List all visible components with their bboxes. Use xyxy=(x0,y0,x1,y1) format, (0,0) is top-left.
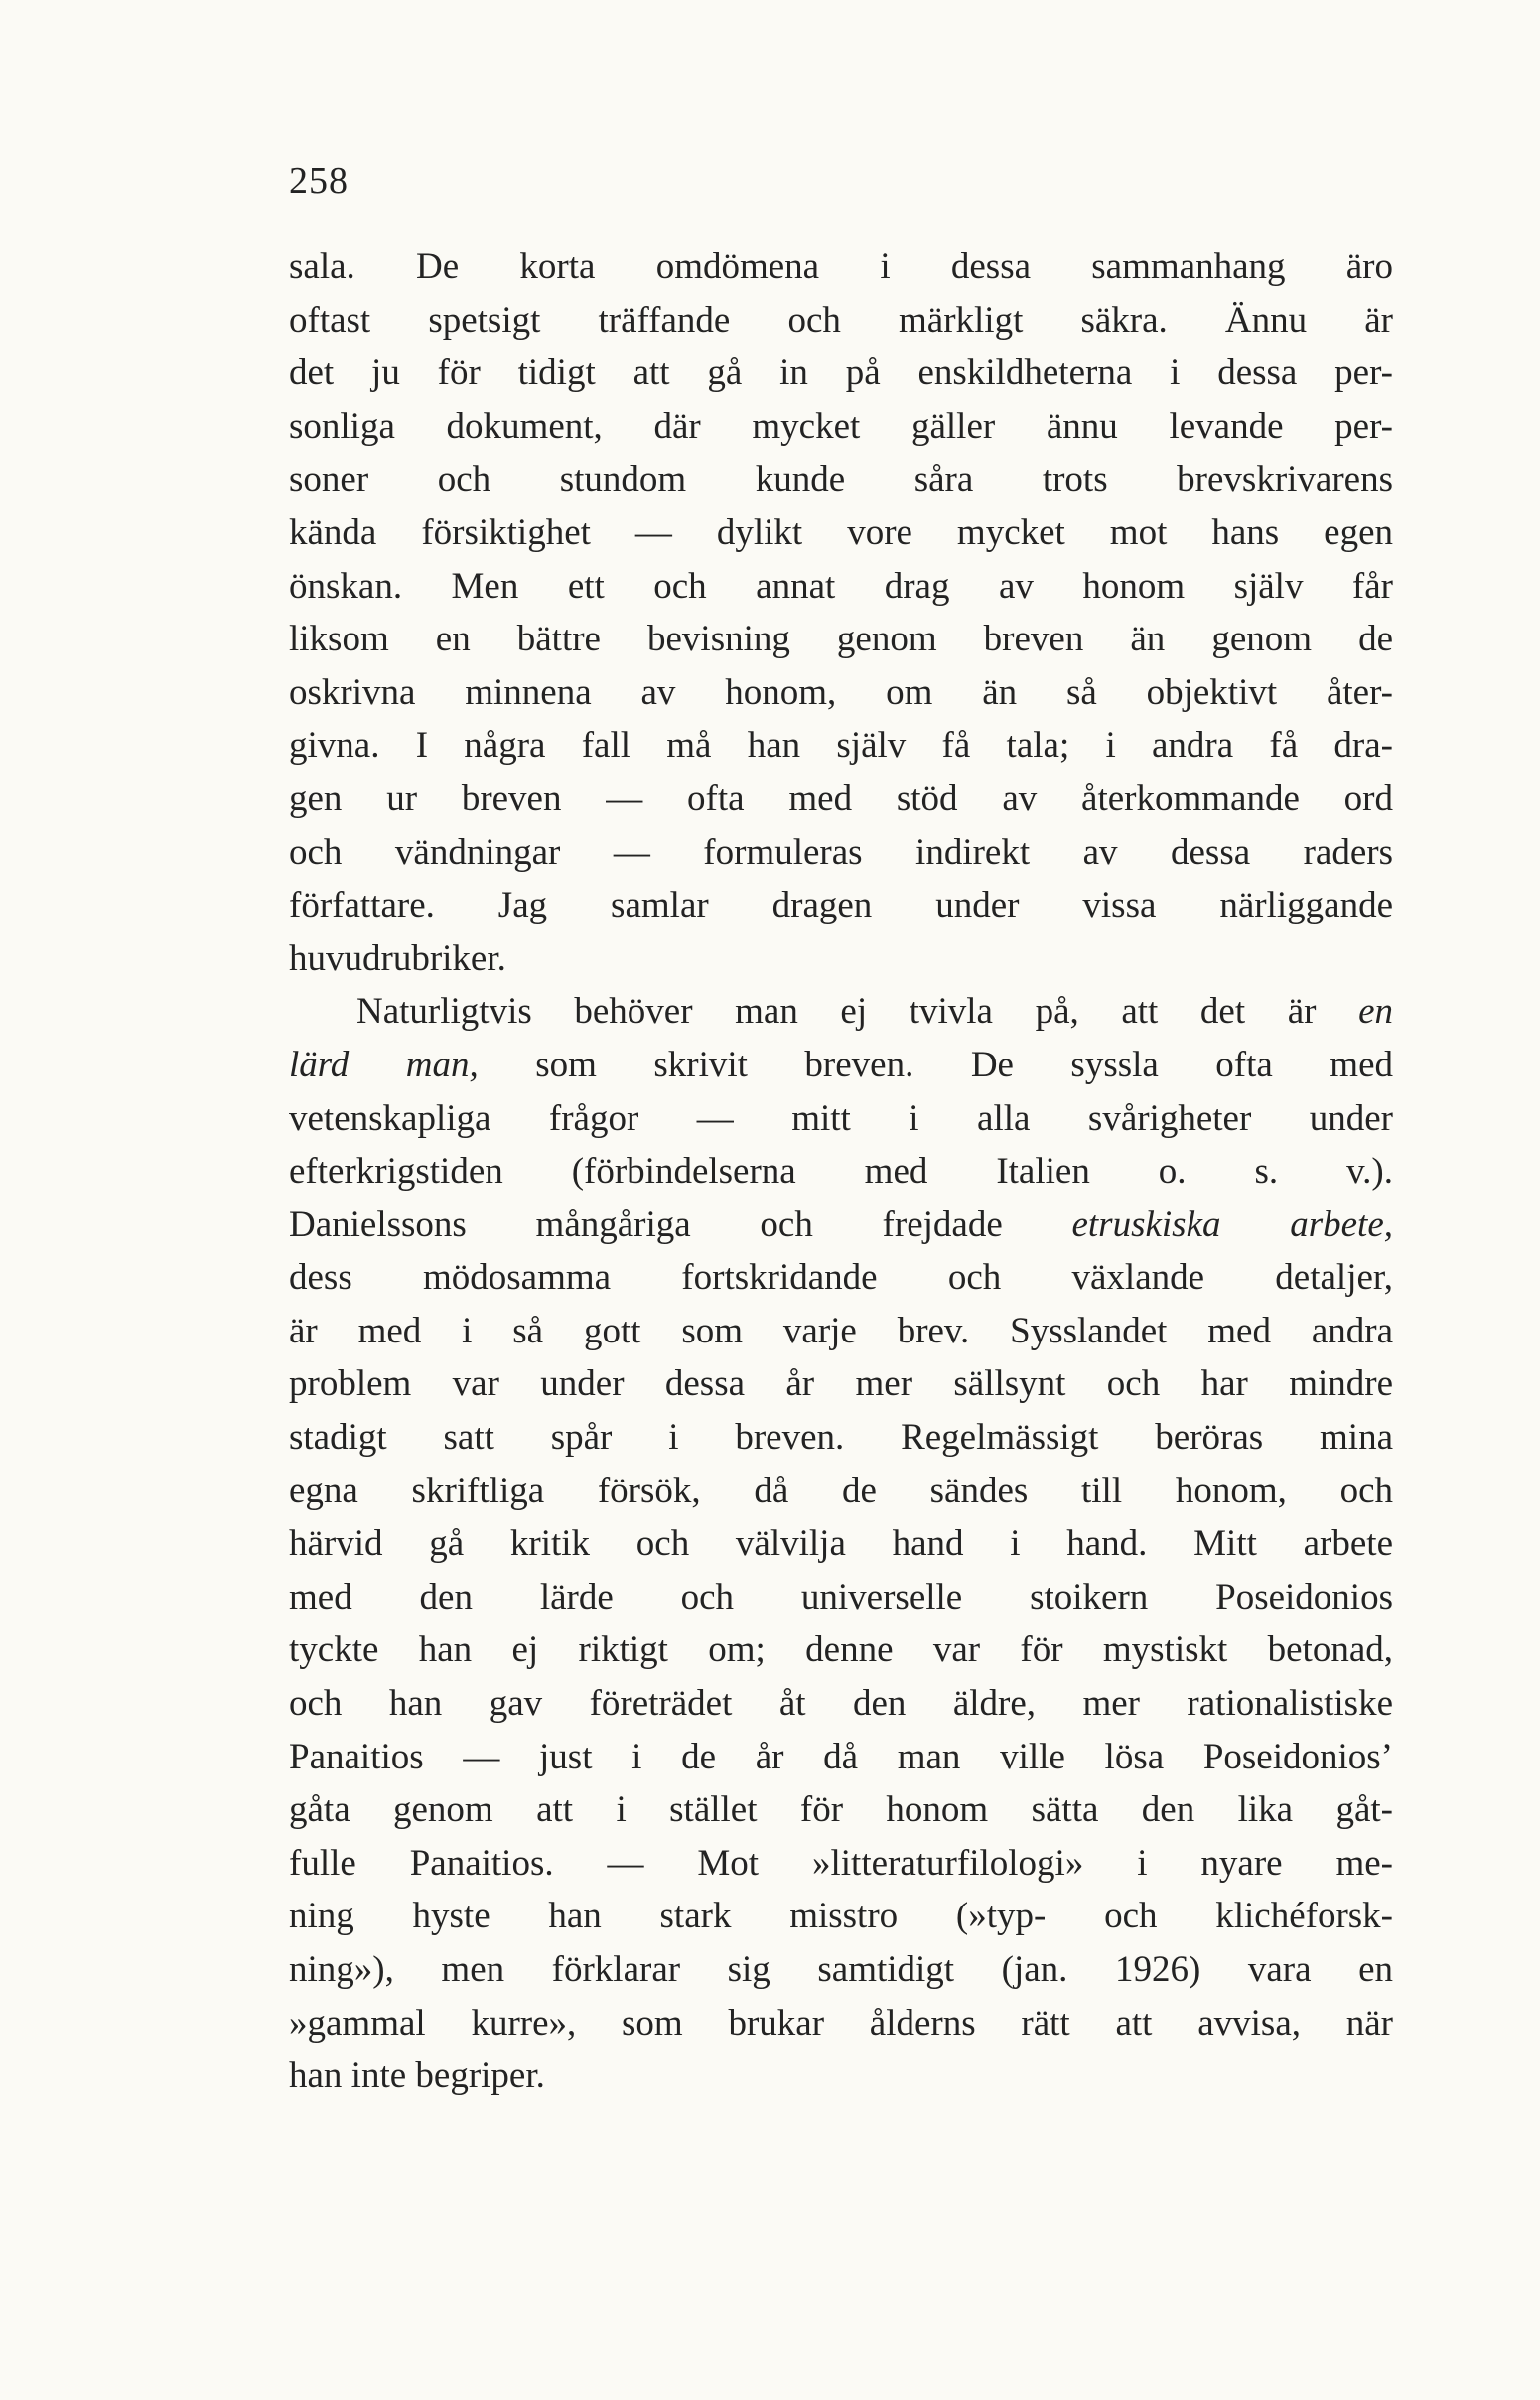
text-segment: som skrivit breven. De syssla ofta med xyxy=(478,1044,1394,1085)
italic-phrase: en xyxy=(1358,991,1393,1033)
text-segment: och vändningar — formuleras indirekt av dessa raders xyxy=(289,831,1393,873)
text-line xyxy=(289,1731,1393,1784)
text-segment: önskan. Men ett och annat drag av honom själv får xyxy=(289,565,1393,607)
text-segment: tyckte han ej riktigt om; denne var för mystiskt betonad, xyxy=(289,1629,1393,1671)
text-line xyxy=(289,1624,1393,1677)
text-line xyxy=(289,1305,1393,1358)
text-segment: ning hyste han stark misstro (»typ- och klichéforsk- xyxy=(289,1896,1393,1937)
text-segment: sala. De korta omdömena i dessa sammanhang äro xyxy=(289,246,1393,287)
text-line xyxy=(289,1145,1393,1199)
text-segment: givna. I några fall må han själv få tala; i andra få dra- xyxy=(289,725,1393,767)
text-line xyxy=(289,932,1393,986)
text-segment: Danielssons mångåriga och frejdade xyxy=(289,1203,1072,1245)
text-segment: efterkrigstiden (förbindelserna med Italien o. s. v.). xyxy=(289,1151,1393,1193)
text-line xyxy=(289,400,1393,454)
text-line xyxy=(289,1039,1393,1092)
text-segment: är med i så gott som varje brev. Sysslandet med andra xyxy=(289,1310,1393,1351)
text-line xyxy=(289,773,1393,826)
text-line xyxy=(289,2049,1393,2103)
text-segment: problem var under dessa år mer sällsynt och har mindre xyxy=(289,1363,1393,1405)
text-line xyxy=(289,826,1393,880)
text-line xyxy=(289,719,1393,773)
text-segment: oskrivna minnena av honom, om än så objektivt åter- xyxy=(289,671,1393,713)
text-segment: vetenskapliga frågor — mitt i alla svårigheter under xyxy=(289,1097,1393,1139)
text-segment: författare. Jag samlar dragen under vissa närliggande xyxy=(289,885,1393,926)
text-segment: stadigt satt spår i breven. Regelmässigt beröras mina xyxy=(289,1417,1393,1459)
text-line xyxy=(289,879,1393,932)
text-line xyxy=(289,1092,1393,1146)
text-segment: Panaitios — just i de år då man ville lösa Poseidonios’ xyxy=(289,1736,1393,1777)
text-line xyxy=(289,1357,1393,1411)
text-segment: soner och stundom kunde såra trots brevskrivarens xyxy=(289,459,1393,500)
text-line xyxy=(289,1571,1393,1624)
text-line xyxy=(289,1199,1393,1252)
text-segment: huvudrubriker. xyxy=(289,937,506,979)
text-segment: egna skriftliga försök, då de sändes till honom, och xyxy=(289,1470,1393,1511)
text-line xyxy=(289,985,1393,1039)
text-line xyxy=(289,294,1393,348)
text-line xyxy=(289,1997,1393,2050)
text-line xyxy=(289,240,1393,294)
text-segment: Naturligtvis behöver man ej tvivla på, att det är xyxy=(356,991,1359,1033)
text-line xyxy=(289,347,1393,400)
text-segment: fulle Panaitios. — Mot »litteraturfilologi» i nyare me- xyxy=(289,1842,1393,1884)
text-segment: »gammal kurre», som brukar ålderns rätt att avvisa, när xyxy=(289,2002,1393,2044)
text-segment: och han gav företrädet åt den äldre, mer rationalistiske xyxy=(289,1683,1393,1725)
text-line xyxy=(289,1411,1393,1465)
text-segment: gåta genom att i stället för honom sätta den lika gåt- xyxy=(289,1789,1393,1831)
text-line xyxy=(289,1517,1393,1571)
text-line xyxy=(289,613,1393,666)
text-segment: gen ur breven — ofta med stöd av återkommande ord xyxy=(289,777,1393,819)
text-segment: han inte begriper. xyxy=(289,2055,545,2097)
text-segment: kända försiktighet — dylikt vore mycket mot hans egen xyxy=(289,511,1393,553)
text-segment: liksom en bättre bevisning genom breven än genom de xyxy=(289,619,1393,660)
text-segment: dess mödosamma fortskridande och växlande detaljer, xyxy=(289,1257,1393,1299)
text-line xyxy=(289,560,1393,614)
text-segment: oftast spetsigt träffande och märkligt säkra. Ännu är xyxy=(289,299,1393,341)
text-line xyxy=(289,1943,1393,1997)
text-line xyxy=(289,1677,1393,1731)
text-segment: härvid gå kritik och välvilja hand i hand. Mitt arbete xyxy=(289,1523,1393,1565)
text-segment: det ju för tidigt att gå in på enskildheterna i dessa per- xyxy=(289,353,1393,394)
text-line xyxy=(289,453,1393,506)
text-segment: sonliga dokument, där mycket gäller ännu levande per- xyxy=(289,405,1393,447)
text-line xyxy=(289,1465,1393,1518)
text-line xyxy=(289,1783,1393,1837)
page-number: 258 xyxy=(289,160,349,202)
text-line xyxy=(289,666,1393,720)
text-segment: ning»), men förklarar sig samtidigt (jan. 1926) vara en xyxy=(289,1949,1393,1990)
text-line xyxy=(289,1837,1393,1891)
text-line xyxy=(289,1251,1393,1305)
italic-phrase: etruskiska arbete, xyxy=(1071,1203,1393,1245)
body-text xyxy=(289,240,1393,2103)
italic-phrase: lärd man, xyxy=(289,1044,479,1085)
text-segment: med den lärde och universelle stoikern Poseidonios xyxy=(289,1576,1393,1618)
text-line xyxy=(289,506,1393,560)
text-line xyxy=(289,1890,1393,1943)
